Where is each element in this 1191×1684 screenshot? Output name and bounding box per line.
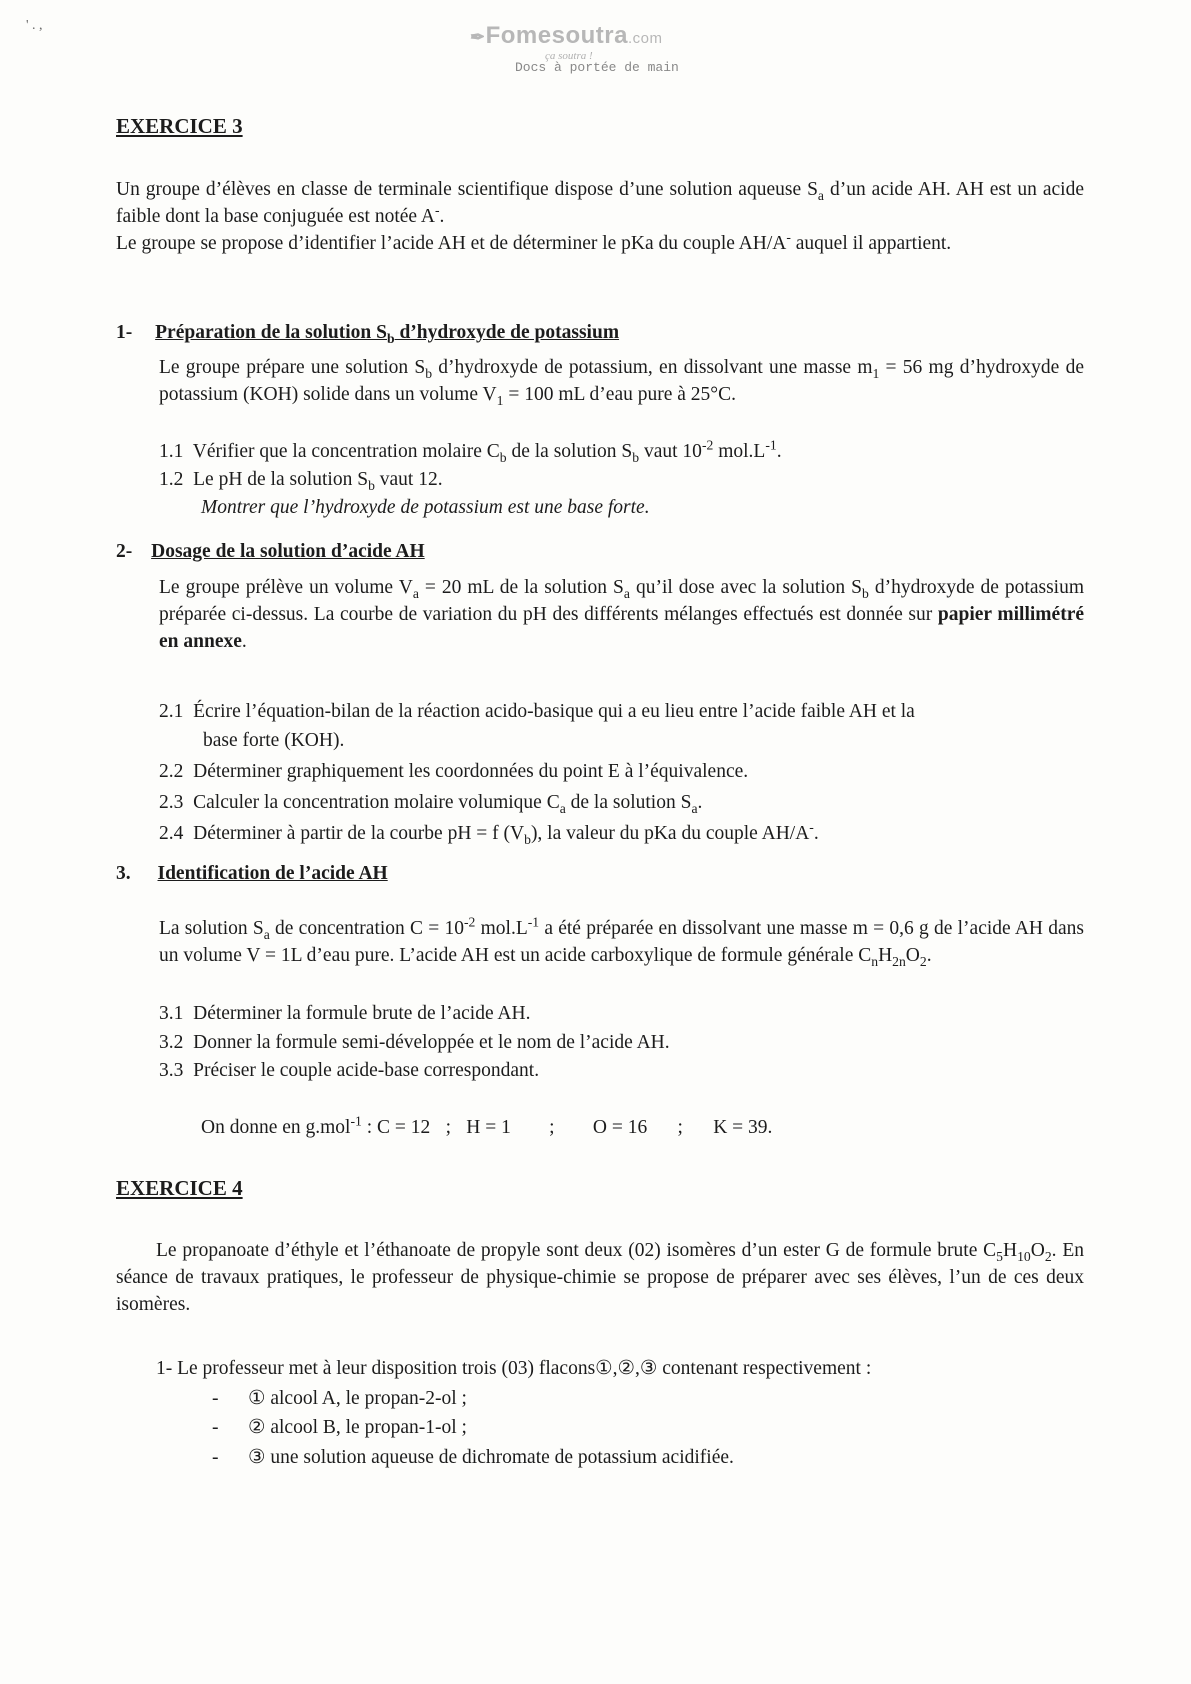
site-logo[interactable] <box>470 22 662 50</box>
section-1-text: Le groupe prépare une solution $S_b$ d’hydroxyde de potassium, en dissolvant une masse $m_1 = 56$ mg d’hydroxyde de potassium (KOH) solide dans un volume $V_1 = 100$ mL d’eau pure à 25°C. <box>159 357 1084 408</box>
corner-mark: ' . , <box>26 18 43 33</box>
section-1-heading: 1- Préparation de la solution $S_b$ d’hydroxyde de potassium <box>116 322 620 346</box>
question-2-1: 2.1 Écrire l’équation-bilan de la réaction acido-basique qui a eu lieu entre l’acide faible AH et la <box>159 701 915 722</box>
list-item: - ③ une solution aqueuse de dichromate de potassium acidifiée. <box>212 1447 734 1468</box>
pen-icon: ✒ <box>470 27 486 47</box>
question-3-3: 3.3 Préciser le couple acide-base correspondant. <box>159 1060 540 1081</box>
logo-script: ça soutra ! <box>545 50 593 62</box>
question-1-1: 1.1 Vérifier que la concentration molaire $C_b$ de la solution $S_b$ vaut $10^{-2}$ $mol.L^{-1}$. <box>159 437 782 465</box>
question-2-4: 2.4 Déterminer à partir de la courbe pH = f $(V_b)$, la valeur du pKa du couple AH/A-. <box>159 819 819 847</box>
question-2-1-cont: base forte (KOH). <box>203 730 345 751</box>
exercise-4-question-1: 1- Le professeur met à leur disposition trois (03) flacons①,②,③ contenant respectivement : <box>156 1358 872 1379</box>
question-2-3: 2.3 Calculer la concentration molaire volumique $C_a$ de la solution $S_a$. <box>159 792 703 816</box>
exercise-4-title: EXERCICE 4 <box>116 1176 243 1200</box>
section-2-text: Le groupe prélève un volume $V_a = 20$ mL de la solution $S_a$ qu’il dose avec la solution $S_b$ d’hydroxyde de potassium préparée ci-dessus. La courbe de variation du pH des différents mélanges effectués est donnée sur papier millimétré en annexe. <box>159 577 1085 652</box>
logo-text: Fomesoutra <box>485 22 628 49</box>
exercise-3-intro: Un groupe d’élèves en classe de terminale scientifique dispose d’une solution aqueuse $S_a$ d’un acide AH. AH est un acide faible dont la base conjuguée est notée A-. Le groupe se propose d’identifier l’acide AH et de déterminer le pKa du couple AH/A- auquel il appartient. <box>116 179 1084 254</box>
logo-domain: .com <box>627 30 663 47</box>
question-1-2-detail: Montrer que l’hydroxyde de potassium est une base forte. <box>201 497 650 518</box>
exercise-4-intro: Le propanoate d’éthyle et l’éthanoate de propyle sont deux (02) isomères d’un ester G de formule brute $C_5H_{10}O_2$. En séance de travaux pratiques, le professeur de physique-chimie se propose de préparer avec ses élèves, l’un de ces deux isomères. <box>116 1240 1084 1315</box>
question-2-2: 2.2 Déterminer graphiquement les coordonnées du point E à l’équivalence. <box>159 761 749 782</box>
logo-tagline: Docs à portée de main <box>515 60 679 75</box>
question-1-2: 1.2 Le pH de la solution $S_b$ vaut 12. <box>159 469 443 493</box>
section-3-text: La solution $S_a$ de concentration $C = 10^{-2}$ $mol.L^{-1}$ a été préparée en dissolvant une masse m = 0,6 g de l’acide AH dans un volume V = 1L d’eau pure. L’acide AH est un acide carboxylique de formule générale $C_nH_{2n}O_2$. <box>159 914 1084 969</box>
given-data: On donne en g.mol$^{-1}$ : C = 12 ; H = 1 ; O = 16 ; K = 39. <box>201 1113 773 1138</box>
exercise-3-title: EXERCICE 3 <box>116 114 243 138</box>
question-3-2: 3.2 Donner la formule semi-développée et le nom de l’acide AH. <box>159 1032 670 1053</box>
section-3-heading: 3. Identification de l’acide AH <box>116 863 388 884</box>
list-item: - ① alcool A, le propan-2-ol ; <box>212 1388 467 1409</box>
section-2-heading: 2- Dosage de la solution d’acide AH <box>116 541 425 562</box>
list-item: - ② alcool B, le propan-1-ol ; <box>212 1417 467 1438</box>
question-3-1: 3.1 Déterminer la formule brute de l’acide AH. <box>159 1003 531 1024</box>
